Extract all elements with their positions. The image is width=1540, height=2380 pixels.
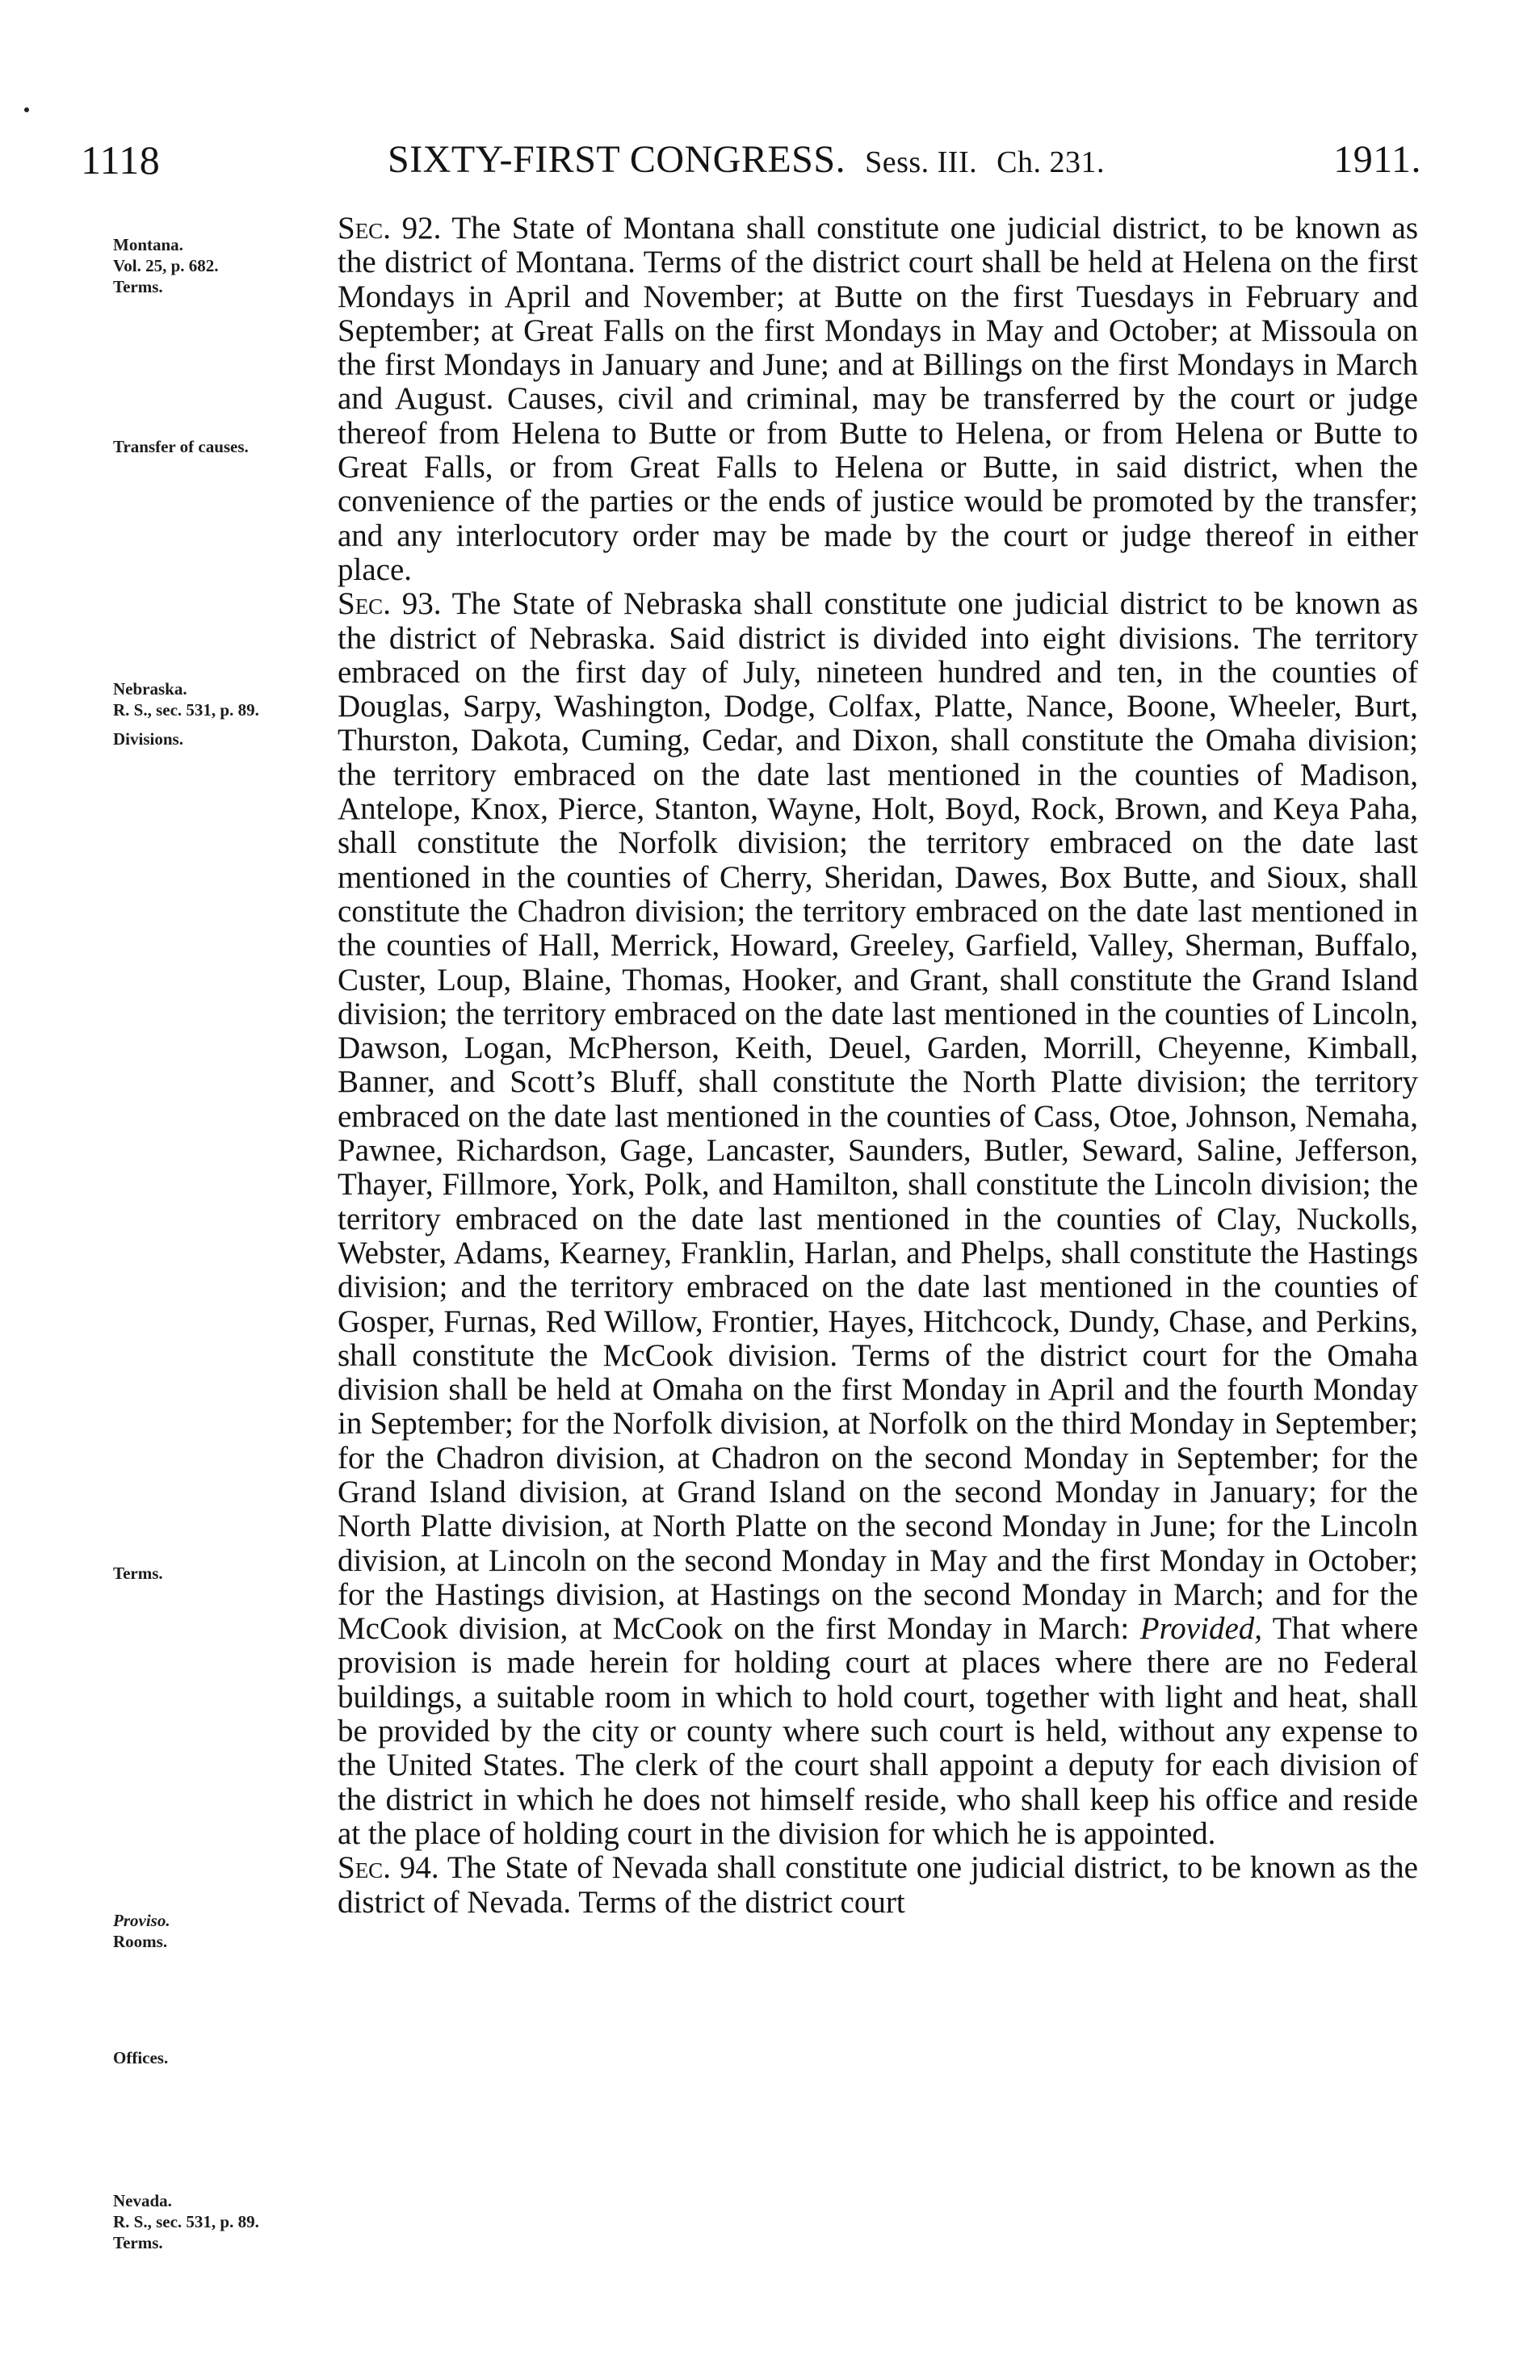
margin-nevada-terms: Terms. (113, 2233, 163, 2252)
session-label: Sess. III. (865, 145, 978, 179)
statute-text (338, 212, 1418, 1920)
section-93-text-part1: The State of Nebraska shall constitute one judicial district to be known as the district of Nebraska. Said district is divided into eight divisions. The territory embraced on the first day of July, nineteen hundred and ten, in the counties of Douglas, Sarpy, Washington, Dodge, Colfax, Platte, Nance, Boone, Wheeler, Burt, Thurston, Dakota, Cuming, Cedar, and Dixon, shall constitute the Omaha division; the territory embraced on the date last mentioned in the counties of Madison, Antelope, Knox, Pierce, Stanton, Wayne, Holt, Boyd, Rock, Brown, and Keya Paha, shall constitute the Norfolk division; the territory embraced on the date last mentioned in the counties of Cherry, Sheridan, Dawes, Box Butte, and Sioux, shall constitute the Chadron division; the territory embraced on the date last mentioned in the counties of Hall, Merrick, Howard, Greeley, Garfield, Valley, Sherman, Buffalo, Custer, Loup, Blaine, Thomas, Hooker, and Grant, shall constitute the Grand Island division; the territory embraced on the date last mentioned in the counties of Lincoln, Dawson, Logan, McPherson, Keith, Deuel, Garden, Morrill, Cheyenne, Kimball, Banner, and Scott’s Bluff, shall constitute the North Platte division; the territory embraced on the date last mentioned in the counties of Cass, Otoe, Johnson, Nemaha, Pawnee, Richardson, Gage, Lancaster, Saunders, Butler, Seward, Saline, Jefferson, Thayer, Fillmore, York, Polk, and Hamilton, shall constitute the Lincoln division; the territory embraced on the date last mentioned in the counties of Clay, Nuckolls, Webster, Adams, Kearney, Franklin, Harlan, and Phelps, shall constitute the Hastings division; and the territory embraced on the date last mentioned in the counties of Gosper, Furnas, Red Willow, Frontier, Hayes, Hitchcock, Dundy, Chase, and Perkins, shall constitute the McCook division. Terms of the district court for the Omaha division shall be held at Omaha on the first Monday in April and the fourth Monday in September; for the Norfolk division, at Norfolk on the third Monday in September; for the Chadron division, at Chadron on the second Monday in September; for the Grand Island division, at Grand Island on the second Monday in January; for the North Platte division, at North Platte on the second Monday in June; for the Lincoln division, at Lincoln on the second Monday in May and the first Monday in October; for the Hastings division, at Hastings on the second Monday in March; and for the McCook division, at McCook on the first Monday in March: (338, 586, 1418, 1647)
margin-note-transfer (113, 436, 331, 457)
section-94-text: The State of Nevada shall constitute one judicial district, to be known as the district of Nevada. Terms of the district court (338, 1850, 1418, 1920)
section-92-text: The State of Montana shall constitute one judicial district, to be known as the district of Montana. Terms of the district court shall be held at Helena on the first Mondays in April and November; at Butte on the first Tuesdays in February and September; at Great Falls on the first Mondays in May and October; at Missoula on the first Mondays in January and June; and at Billings on the first Mondays in March and August. Causes, civil and criminal, may be transferred by the court or judge thereof from Helena to Butte or from Butte to Helena, or from Helena or Butte to Great Falls, or from Great Falls to Helena or Butte, in said district, when the convenience of the parties or the ends of justice would be promoted by the transfer; and any interlocutory order may be made by the court or judge thereof in either place. (338, 211, 1418, 587)
section-93-provided: Provided, (1139, 1611, 1263, 1647)
margin-nevada-ref: R. S., sec. 531, p. 89. (113, 2212, 259, 2231)
margin-note-terms (113, 1563, 331, 1584)
margin-transfer: Transfer of causes. (113, 437, 249, 456)
margin-montana: Montana. (113, 235, 183, 254)
margin-note-nebraska (113, 678, 331, 749)
section-92 (338, 212, 1418, 587)
margin-note-offices (113, 2047, 331, 2068)
margin-nevada: Nevada. (113, 2191, 172, 2210)
margin-proviso: Proviso. (113, 1911, 170, 1930)
margin-note-proviso (113, 1910, 331, 1952)
page-number: 1118 (81, 137, 161, 183)
section-94-label: Sec. 94. (338, 1850, 439, 1886)
margin-offices: Offices. (113, 2048, 169, 2067)
section-93 (338, 587, 1418, 1851)
margin-montana-ref: Vol. 25, p. 682. (113, 256, 219, 275)
margin-rooms: Rooms. (113, 1932, 168, 1951)
running-title (388, 137, 1105, 185)
chapter-label: Ch. 231. (997, 145, 1105, 179)
margin-divisions: Divisions. (113, 729, 183, 749)
congress-title: SIXTY-FIRST CONGRESS. (388, 138, 846, 181)
section-94 (338, 1851, 1418, 1920)
section-93-label: Sec. 93. (338, 586, 442, 622)
header-year: 1911. (1333, 138, 1421, 181)
margin-montana-terms: Terms. (113, 277, 163, 296)
section-93-text-part2: That where provision is made herein for holding court at places where there are no Federal buildings, a suitable room in which to hold court, together with light and heat, shall be provided by the city or county where such court is held, without any expense to the United States. The clerk of the court shall appoint a deputy for each division of the district in which he does not himself reside, who shall keep his office and reside at the place of holding court in the division for which he is appointed. (338, 1611, 1419, 1851)
stray-mark (24, 107, 29, 112)
margin-note-nevada (113, 2190, 331, 2253)
section-92-label: Sec. 92. (338, 211, 442, 246)
margin-terms: Terms. (113, 1564, 163, 1583)
margin-note-montana (113, 234, 331, 297)
margin-nebraska-ref: R. S., sec. 531, p. 89. (113, 700, 259, 720)
margin-nebraska: Nebraska. (113, 679, 187, 699)
